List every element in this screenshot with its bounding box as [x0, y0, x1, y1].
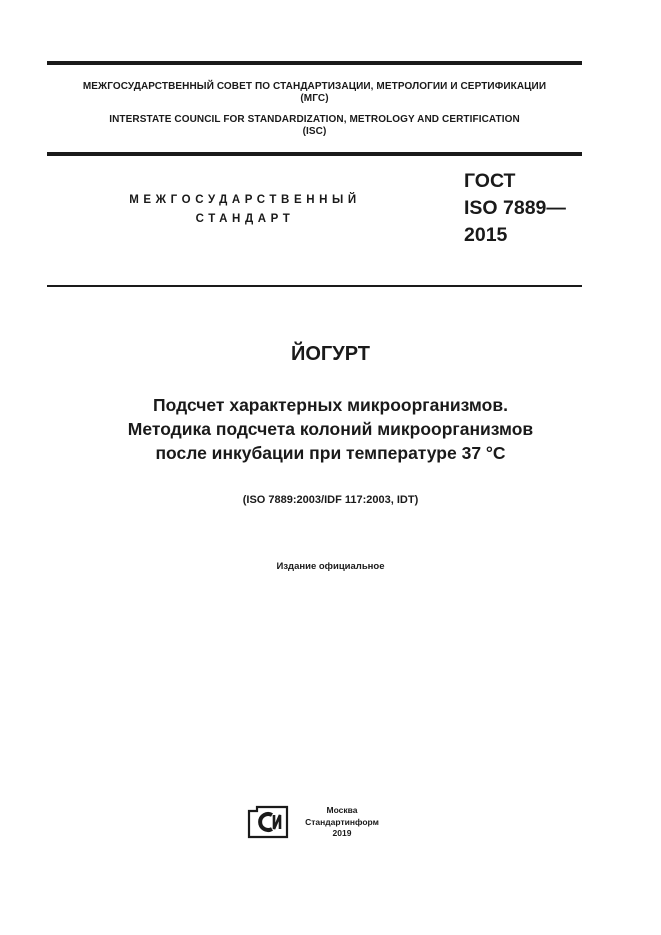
publication-year: 2019 [332, 828, 352, 838]
designation-year: 2015 [464, 224, 508, 246]
iso-reference: (ISO 7889:2003/IDF 117:2003, IDT) [242, 494, 419, 506]
document-title: ЙОГУРТ [290, 343, 370, 365]
designation-number: ISO 7889— [464, 197, 566, 219]
publisher-info [297, 805, 387, 840]
publisher-name: Стандартинформ [305, 816, 379, 827]
subtitle-line-2: Методика подсчета колоний микроорганизмов [127, 419, 534, 439]
standard-label-line-1: МЕЖГОСУДАРСТВЕННЫЙ [129, 194, 361, 206]
council-name-ru [47, 81, 582, 105]
standard-designation [464, 168, 566, 249]
subtitle-line-3: после инкубации при температуре 37 °С [155, 443, 506, 463]
edition-note: Издание официальное [276, 561, 385, 572]
publisher-city: Москва [326, 805, 358, 815]
council-name-ru-line: МЕЖГОСУДАРСТВЕННЫЙ СОВЕТ ПО СТАНДАРТИЗАЦИИ, МЕТРОЛОГИИ И СЕРТИФИКАЦИИ [82, 81, 547, 92]
document-subtitle [40, 393, 621, 465]
standartinform-logo-icon [247, 805, 289, 839]
council-abbr-en: (ISC) [302, 126, 327, 137]
designation-prefix: ГОСТ [464, 170, 516, 192]
subtitle-line-1: Подсчет характерных микроорганизмов. [153, 395, 508, 415]
top-divider [47, 61, 582, 65]
middle-divider [47, 152, 582, 156]
council-abbr-ru: (МГС) [300, 93, 329, 104]
council-name-en [47, 114, 582, 138]
standard-label-line-2: СТАНДАРТ [195, 213, 295, 225]
lower-divider [47, 285, 582, 287]
council-name-en-line: INTERSTATE COUNCIL FOR STANDARDIZATION, METROLOGY AND CERTIFICATION [109, 114, 520, 125]
